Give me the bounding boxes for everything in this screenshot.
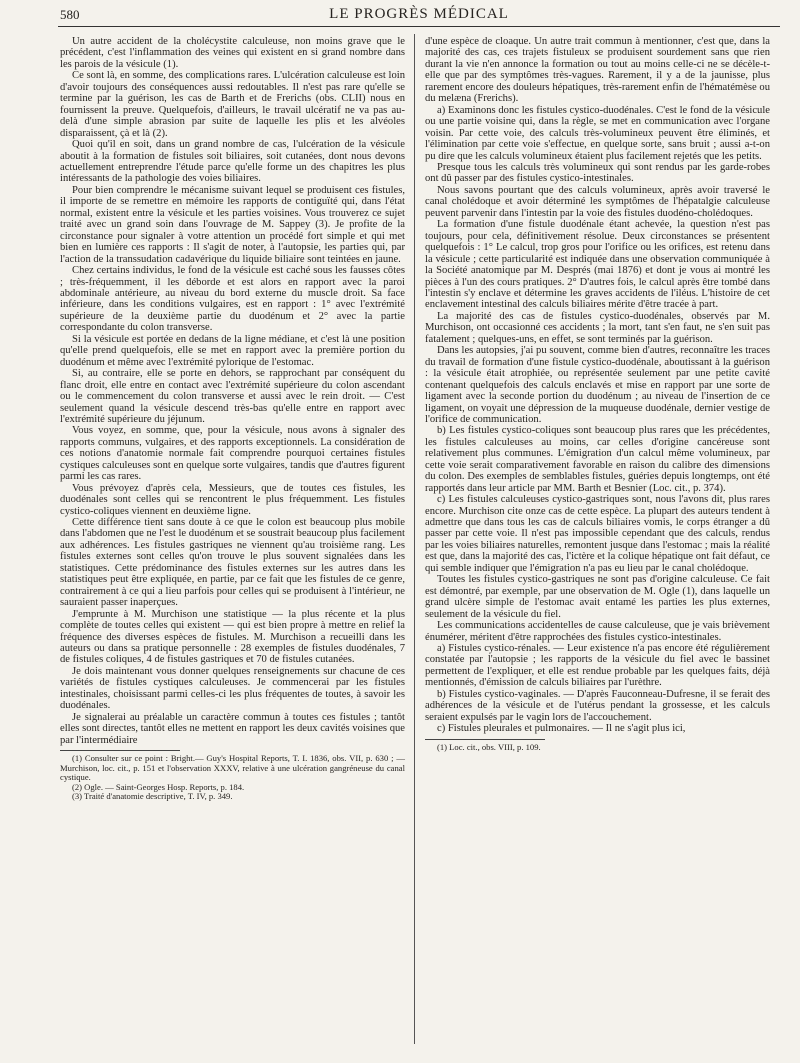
paragraph: a) Examinons donc les fistules cystico-duodénales. C'est le fond de la vésicule ou une partie voisine qui, dans la règle, se met en communication avec l'organe voisin. Par cette voie, des calculs très-volumineux peuvent être éliminés, et l'élimination par cette voie s'effectue, en quelque sorte, sans bruit ; aussi a-t-on pu dire que les calculs volumineux étaient plus facilement rejetés que les petits.: [425, 104, 770, 162]
paragraph: d'une espèce de cloaque. Un autre trait commun à mentionner, c'est que, dans la majorité des cas, ces trajets fistuleux se produisent sourdement sans que rien durant la vie n'en annonce la formation ou tout au moins celle-ci ne se décèle-t-elle que par des symptômes très-vagues. Rarement, il y a de la jaunisse, plus rarement encore des douleurs hépatiques, très-rarement enfin de l'hématémèse ou du melæna (Frerichs).: [425, 36, 770, 105]
paragraph: c) Fistules pleurales et pulmonaires. — Il ne s'agit plus ici,: [437, 723, 686, 735]
paragraph: Chez certains individus, le fond de la vésicule est caché sous les fausses côtes ; très-fréquemment, il les déborde et est alors en rapport avec la paroi abdominale antérieure, au niveau du bord externe du muscle droit. Sa face inférieure, dans les conditions vulgaires, est en rapport : 1° avec l'extrémité supérieure de la deuxième partie du duodénum et 2° avec la partie correspondante du colon transverse.: [60, 265, 405, 334]
paragraph: J'emprunte à M. Murchison une statistique — la plus récente et la plus complète de toutes celles qui existent — qui est bien propre à mettre en relief la fréquence des diverses espèces de fistules. M. Murchison a recueilli dans les auteurs ou dans sa pratique personnelle : 28 exemples de fistules duodénales, 7 de fistules coliques, 4 de fistules gastriques et 70 de fistules cutanées.: [60, 608, 405, 666]
page-number: 580: [60, 7, 80, 22]
paragraph: Dans les autopsies, j'ai pu souvent, comme bien d'autres, reconnaître les traces du travail de formation d'une fistule cystico-duodénale, aboutissant à la guérison : la vésicule était atrophiée, ou représentée seulement par une petite cavité contenant quelquefois des calculs enclavés et mise en rapport par une sorte de ligament avec la seconde portion du duodénum ; au niveau de l'insertion de ce ligament, on voyait une dépression de la muqueuse duodénale, dernier vestige de l'orifice de communication.: [425, 345, 770, 425]
footnote: (1) Consulter sur ce point : Bright.— Guy's Hospital Reports, T. I. 1836, obs. VII, p. 630 ; — Murchison, loc. cit., p. 151 et l'observation XXXV, relative à une ulcération gangréneuse du canal cystique.: [60, 753, 405, 783]
paragraph: La majorité des cas de fistules cystico-duodénales, observés par M. Murchison, ont occasionné ces accidents ; la mort, tant s'en faut, ne s'en suit pas fatalement ; quelques-uns, en effet, se sont terminés par la guérison.: [425, 310, 770, 345]
left-column: [60, 36, 405, 802]
paragraph: b) Fistules cystico-vaginales. — D'après Fauconneau-Dufresne, il se ferait des adhérences de la vésicule et de l'utérus pendant la grossesse, et les calculs seraient expulsés par le vagin lors de l'accouchement.: [425, 688, 770, 723]
paragraph: Je dois maintenant vous donner quelques renseignements sur chacune de ces variétés de fistules cystiques calculeuses. Je commencerai par les fistules intestinales, choisissant parmi celles-ci les plus fréquentes de toutes, à savoir les duodénales.: [60, 665, 405, 712]
paragraph: c) Les fistules calculeuses cystico-gastriques sont, nous l'avons dit, plus rares encore. Murchison cite onze cas de cette espèce. La plupart des auteurs tendent à admettre que dans tous les cas de calculs biliaires vomis, le corps étranger a dû passer par cette voie. Il n'est pas impossible cependant que des calculs, rendus par les voies biliaires naturelles, remontent jusque dans l'estomac ; mais la réalité est que, dans la majorité des cas, l'ictère et la colique hépatique ont fait défaut, ce qui semble indiquer que l'émigration n'a pas eu lieu par le canal cholédoque.: [425, 494, 770, 574]
journal-title: LE PROGRÈS MÉDICAL: [329, 6, 509, 22]
page-header: [60, 3, 778, 25]
footnote-rule: [425, 739, 545, 740]
paragraph: Nous savons pourtant que des calculs volumineux, après avoir traversé le canal cholédoque et avoir déterminé les symptômes de l'hépatalgie calculeuse peuvent parvenir dans l'intestin par la voie des fistules duodéno-cholédoques.: [425, 184, 770, 219]
footnote: (3) Traité d'anatomie descriptive, T. IV, p. 349.: [72, 791, 233, 802]
footnote: (2) Ogle. — Saint-Georges Hosp. Reports, p. 184.: [72, 781, 245, 792]
paragraph: Vous voyez, en somme, que, pour la vésicule, nous avons à signaler des rapports communs, vulgaires, et des rapports exceptionnels. La considération de ces notions d'anatomie normale fait comprendre pourquoi certaines fistules cystiques calculeuses sont en quelque sorte vulgaires, tandis que d'autres figurent parmi les cas rares.: [60, 425, 405, 483]
paragraph: Les communications accidentelles de cause calculeuse, que je vais brièvement énumérer, méritent d'être rapprochées des fistules cystico-intestinales.: [425, 620, 770, 643]
paragraph: Si, au contraire, elle se porte en dehors, se rapprochant par conséquent du flanc droit, elle entre en contact avec l'extrémité supérieure du colon ascendant ou le commencement du colon transverse et aussi avec le rein droit. — C'est seulement quand la vésicule descend très-bas qu'elle entre en rapport avec l'extrémité supérieure du jéjunum.: [60, 368, 405, 425]
paragraph: b) Les fistules cystico-coliques sont beaucoup plus rares que les précédentes, les fistules calculeuses au moins, car celles d'origine cancéreuse sont relativement plus communes. L'émigration d'un calcul même volumineux, par cette voie serait comparativement favorable en raison du calibre des dimensions du colon. Des exemples de semblables fistules, guéries depuis longtemps, ont été rapportés dans leur article par MM. Barth et Besnier (Loc. cit., p. 374).: [425, 425, 770, 494]
footnote: (1) Loc. cit., obs. VIII, p. 109.: [437, 741, 541, 752]
paragraph: a) Fistules cystico-rénales. — Leur existence n'a pas encore été régulièrement constatée par l'autopsie ; les rapports de la vésicule du fiel avec le bassinet permettent de l'expliquer, et elle est rendue probable par les quelques faits, déjà mentionnés, d'émission de calculs biliaires par l'urèthre.: [425, 643, 770, 689]
paragraph: La formation d'une fistule duodénale étant achevée, la question n'est pas toujours, pour cela, définitivement résolue. Deux circonstances se présentent quelquefois : 1° Le calcul, trop gros pour l'orifice ou les orifices, est retenu dans la vésicule ; cette particularité est indiquée dans une observation communiquée à la Société anatomique par M. Després (mai 1876) et dont je vous ai montré les pièces à l'un des cours pratiques. 2° D'autres fois, le calcul après être tombé dans l'intestin s'y enclave et détermine les graves accidents de l'iléus. L'histoire de cet enclavement intestinal des calculs biliaires mérite d'être tracée à part.: [425, 219, 770, 311]
paragraph: Presque tous les calculs très volumineux qui sont rendus par les garde-robes ont dû passer par des fistules cystico-intestinales.: [425, 161, 770, 185]
paragraph: Cette différence tient sans doute à ce que le colon est beaucoup plus mobile dans l'abdomen que ne l'est le duodénum et se soustrait beaucoup plus facilement aux adhérences. Les fistules gastriques ne viennent qu'au troisième rang. Les fistules externes sont celles qu'on trouve le plus souvent signalées dans les statistiques. Cette prédominance des fistules externes sur les autres dans les statistiques peut être expliquée, en partie, par ce fait que les fistules de ce genre, contrairement à ce qui a lieu parfois pour celles qui se produisent à l'intérieur, ne sauraient passer inaperçues.: [60, 517, 405, 609]
paragraph: Vous prévoyez d'après cela, Messieurs, que de toutes ces fistules, les duodénales sont celles qui se rencontrent le plus fréquemment. Les fistules cystico-coliques viennent en deuxième ligne.: [60, 482, 405, 517]
paragraph: Si la vésicule est portée en dedans de la ligne médiane, et c'est là une position qu'elle prend quelquefois, elle se met en rapport avec la première portion du duodénum et même avec l'extrémité pylorique de l'estomac.: [60, 333, 405, 368]
paragraph: Pour bien comprendre le mécanisme suivant lequel se produisent ces fistules, il importe de se remettre en mémoire les rapports de contiguïté qui, dans l'état normal, existent entre la vésicule et les parties voisines. Vous trouverez ce sujet traité avec un grand soin dans l'ouvrage de M. Sappey (3). Je profite de la circonstance pour signaler à votre attention un procédé fort simple et qui met bien en lumière ces rapports : Il s'agit de noter, à l'autopsie, les parties qui, par l'action de la transsudation cadavérique du liquide biliaire sont teintées en jaune.: [60, 184, 405, 265]
paragraph: Quoi qu'il en soit, dans un grand nombre de cas, l'ulcération de la vésicule aboutit à la formation de fistules soit biliaires, soit cutanées, dont nous devons actuellement entreprendre l'étude parce qu'elle forme un des chapitres les plus intéressants de la pathologie des voies biliaires.: [60, 139, 405, 185]
paragraph: Ce sont là, en somme, des complications rares. L'ulcération calculeuse est loin d'avoir toujours des conséquences aussi redoutables. Il n'est pas rare qu'elle se termine par la guérison, les cas de Barth et de Frerichs (obs. CLII) nous en fournissent la preuve. Quelquefois, d'ailleurs, le travail ulcératif ne va pas au-delà d'une simple abrasion par suite de laquelle les plis et les alvéoles disparaissent, çà et là (2).: [60, 70, 405, 139]
footnote-rule: [60, 750, 180, 751]
paragraph: Toutes les fistules cystico-gastriques ne sont pas d'origine calculeuse. Ce fait est démontré, par exemple, par une observation de M. Ogle (1), dans laquelle un grand ulcère simple de l'estomac avait entamé les parties les plus externes, seulement de la vésicule du fiel.: [425, 574, 770, 620]
paragraph: Un autre accident de la cholécystite calculeuse, non moins grave que le précédent, c'est l'inflammation des veines qui existent en si grand nombre dans les parois de la vésicule (1).: [60, 36, 405, 70]
column-divider: [414, 34, 415, 1044]
header-rule: [58, 26, 780, 27]
right-column: [425, 36, 770, 752]
paragraph: Je signalerai au préalable un caractère commun à toutes ces fistules ; tantôt elles sont directes, tantôt elles ne mettent en rapport les deux cavités voisines que par l'intermédiaire: [60, 711, 405, 746]
